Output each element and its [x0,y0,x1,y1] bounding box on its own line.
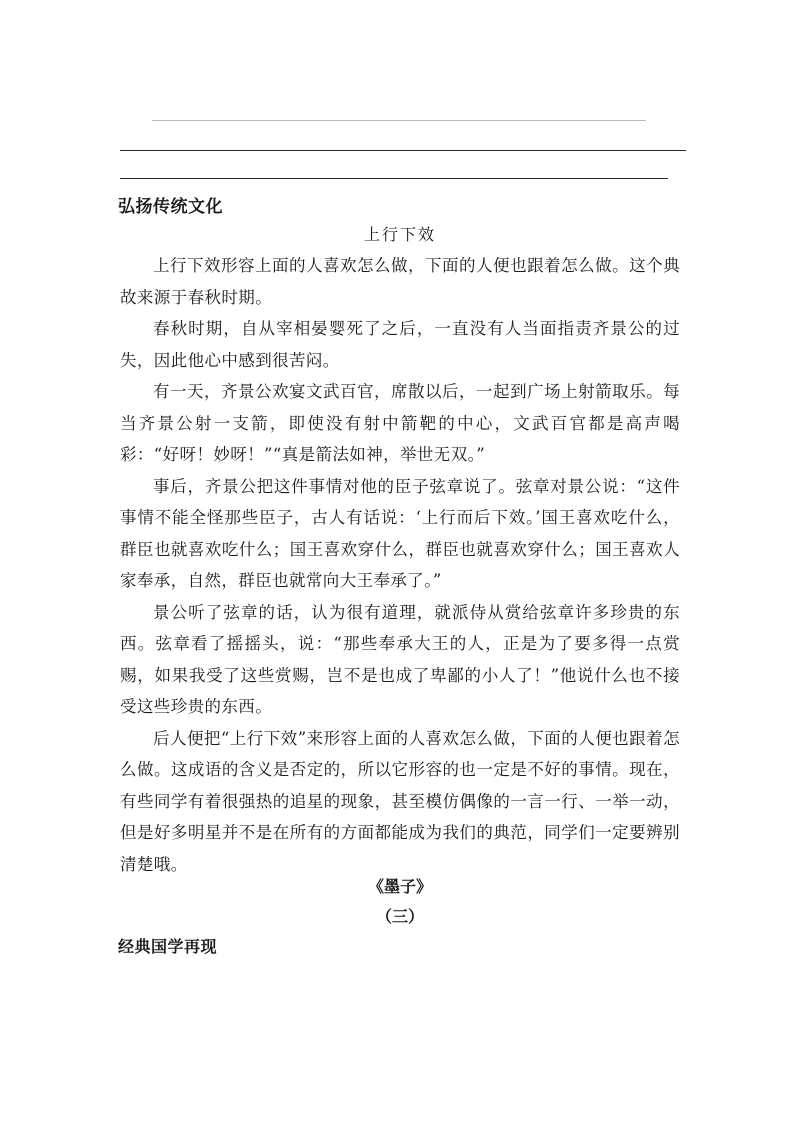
story-paragraph: 景公听了弦章的话，认为很有道理，就派侍从赏给弦章许多珍贵的东西。弦章看了摇摇头，说：“那些奉承大王的人，正是为了要多得一点赏赐，如果我受了这些赏赐，岂不是也成了卑鄙的小人了！”他说什么也不接受这些珍贵的东西。 [120,602,680,716]
answer-line-3 [120,178,668,179]
answer-line-1 [152,120,646,121]
story-paragraph: 后人便把“上行下效”来形容上面的人喜欢怎么做，下面的人便也跟着怎么做。这成语的含义是否定的，所以它形容的也一定是不好的事情。现在，有些同学有着很强热的追星的现象，甚至模仿偶像的一言一行、一举一动，但是好多明星并不是在所有的方面都能成为我们的典范，同学们一定要辨别清楚哦。 [120,728,680,874]
work-subtitle: （三） [375,907,424,926]
story-paragraph: 事后，齐景公把这件事情对他的臣子弦章说了。弦章对景公说：“这件事情不能全怪那些臣子，古人有话说：‘上行而后下效。’国王喜欢吃什么，群臣也就喜欢吃什么；国王喜欢穿什么，群臣也就喜欢穿什么；国王喜欢人家奉承，自然，群臣也就常向大王奉承了。” [120,476,680,590]
section-heading: 弘扬传统文化 [118,197,223,217]
story-title: 上行下效 [363,225,436,244]
section-heading-classics: 经典国学再现 [118,937,218,956]
work-title: 《墨子》 [367,877,432,896]
story-body [120,250,680,880]
story-paragraph: 上行下效形容上面的人喜欢怎么做，下面的人便也跟着怎么做。这个典故来源于春秋时期。 [120,256,680,307]
story-paragraph: 有一天，齐景公欢宴文武百官，席散以后，一起到广场上射箭取乐。每当齐景公射一支箭，即使没有射中箭靶的中心，文武百官都是高声喝彩：“好呀！妙呀！”“真是箭法如神，举世无双。” [120,382,680,464]
answer-line-2 [120,150,686,151]
story-paragraph: 春秋时期，自从宰相晏婴死了之后，一直没有人当面指责齐景公的过失，因此他心中感到很苦闷。 [120,319,680,370]
